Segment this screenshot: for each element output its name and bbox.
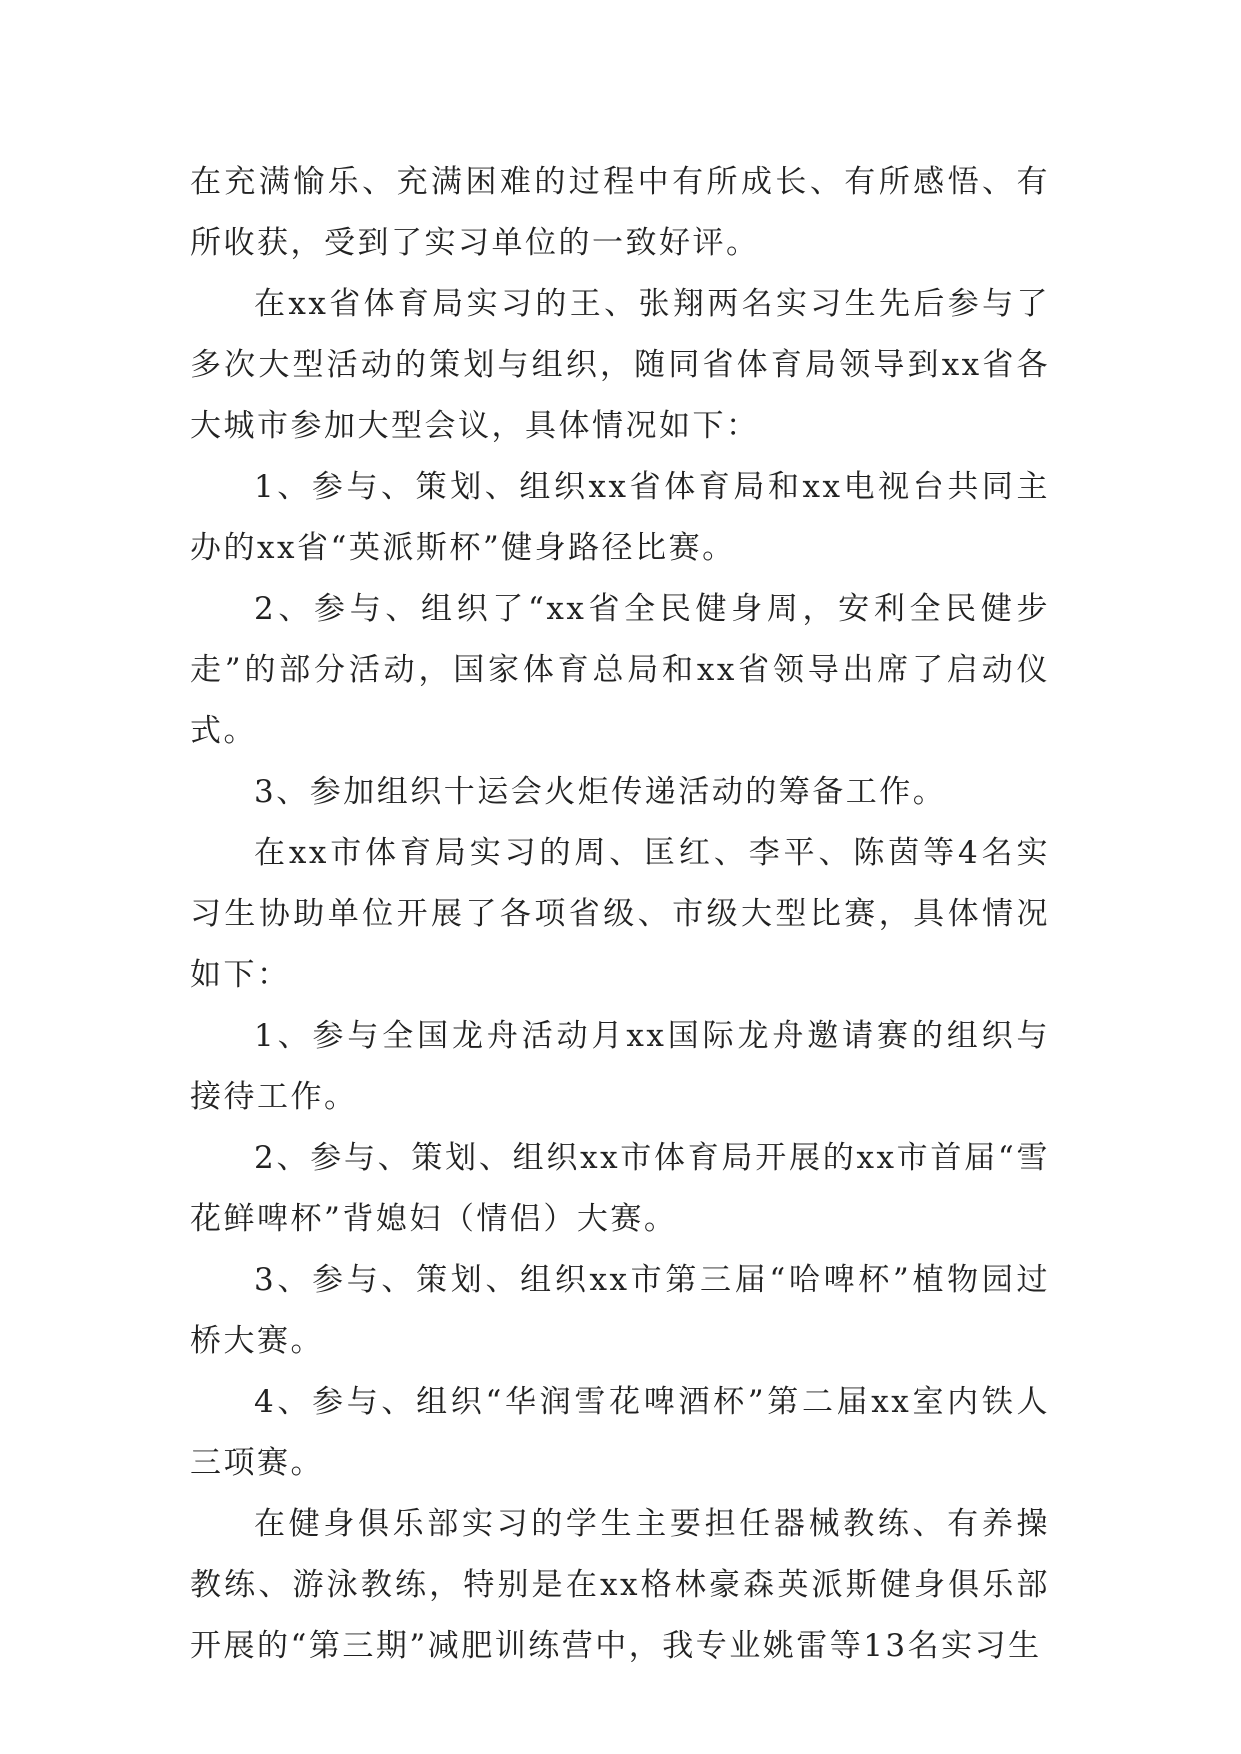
paragraph: 1、参与全国龙舟活动月xx国际龙舟邀请赛的组织与接待工作。	[190, 1018, 1050, 1115]
paragraph: 1、参与、策划、组织xx省体育局和xx电视台共同主办的xx省“英派斯杯”健身路径比赛。	[190, 469, 1050, 566]
paragraph: 3、参与、策划、组织xx市第三届“哈啤杯”植物园过桥大赛。	[190, 1262, 1050, 1359]
paragraph: 在xx市体育局实习的周、匡红、李平、陈茵等4名实习生协助单位开展了各项省级、市级大型比赛，具体情况如下：	[190, 835, 1050, 993]
paragraph: 3、参加组织十运会火炬传递活动的筹备工作。	[254, 774, 947, 810]
document-body	[190, 152, 1050, 1677]
paragraph: 2、参与、组织了“xx省全民健身周，安利全民健步走”的部分活动，国家体育总局和xx省领导出席了启动仪式。	[190, 591, 1050, 749]
paragraph: 在xx省体育局实习的王、张翔两名实习生先后参与了多次大型活动的策划与组织，随同省体育局领导到xx省各大城市参加大型会议，具体情况如下：	[190, 286, 1050, 444]
paragraph: 4、参与、组织“华润雪花啤酒杯”第二届xx室内铁人三项赛。	[190, 1384, 1050, 1481]
paragraph: 在充满愉乐、充满困难的过程中有所成长、有所感悟、有所收获，受到了实习单位的一致好评。	[190, 164, 1050, 261]
paragraph: 2、参与、策划、组织xx市体育局开展的xx市首届“雪花鲜啤杯”背媳妇（情侣）大赛。	[190, 1140, 1050, 1237]
paragraph: 在健身俱乐部实习的学生主要担任器械教练、有养操教练、游泳教练，特别是在xx格林豪森英派斯健身俱乐部开展的“第三期”减肥训练营中，我专业姚雷等13名实习生	[190, 1506, 1050, 1664]
